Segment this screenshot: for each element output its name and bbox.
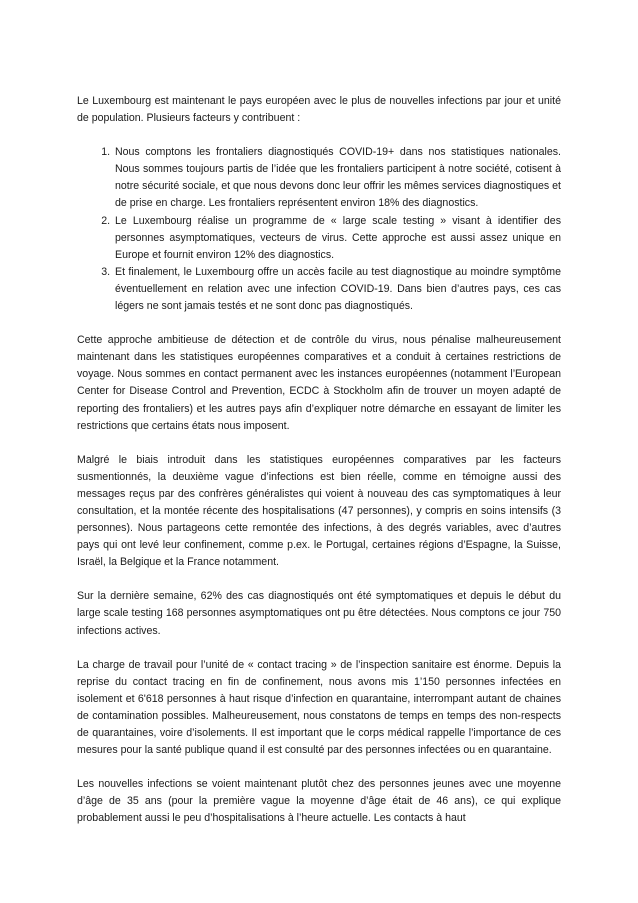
list-item: 2. Le Luxembourg réalise un programme de « large scale testing » visant à identifier des personnes asymptomatiques, vecteurs de virus. Cette approche est aussi assez unique en Europe et fournit environ 12% des diagnostics. <box>113 213 561 264</box>
document-page <box>77 93 561 844</box>
body-paragraph: La charge de travail pour l’unité de « contact tracing » de l’inspection sanitaire est énorme. Depuis la reprise du contact tracing en fin de confinement, nous avons mis 1’150 personnes infectées en isolement et 6'618 personnes à haut risque d’infection en quarantaine, interrompant autant de chaines de contamination possibles. Malheureusement, nous constatons de temps en temps des non-respects de quarantaines, voire d’isolements. Il est important que le corps médical rappelle l’importance de ces mesures pour la santé publique quand il est consulté par des personnes infectées ou en quarantaine. <box>77 658 561 757</box>
body-paragraph: Sur la dernière semaine, 62% des cas diagnostiqués ont été symptomatiques et depuis le début du large scale testing 168 personnes asymptomatiques ont pu être détectées. Nous comptons ce jour 750 infections actives. <box>77 590 561 637</box>
body-paragraph: Malgré le biais introduit dans les statistiques européennes comparatives par les facteurs susmentionnés, la deuxième vague d’infections est bien réelle, comme en témoigne aussi des messages reçus par des confrères généralistes qui voient à nouveau des cas symptomatiques à leur consultation, et la montée récente des hospitalisations (47 personnes), y compris en soins intensifs (3 personnes). Nous partageons cette remontée des infections, à des degrés variables, avec d’autres pays qui ont levé leur confinement, comme p.ex. le Portugal, certaines régions d’Espagne, la Suisse, Israël, la Belgique et la France notamment. <box>77 453 561 569</box>
body-paragraph: Cette approche ambitieuse de détection et de contrôle du virus, nous pénalise malheureusement maintenant dans les statistiques européennes comparatives et a conduit à certaines restrictions de voyage. Nous sommes en contact permanent avec les instances européennes (notamment l’European Center for Disease Control and Prevention, ECDC à Stockholm afin de trouver un moyen adapté de reporting des frontaliers) et les autres pays afin d’expliquer notre démarche en essayant de limiter les restrictions que certains états nous imposent. <box>77 334 561 432</box>
contributing-factors-list <box>77 144 561 315</box>
intro-paragraph: Le Luxembourg est maintenant le pays européen avec le plus de nouvelles infections par jour et unité de population. Plusieurs facteurs y contribuent : <box>77 95 561 125</box>
list-item: 3. Et finalement, le Luxembourg offre un accès facile au test diagnostique au moindre symptôme éventuellement en relation avec une infection COVID-19. Dans bien d’autres pays, ces cas légers ne sont jamais testés et ne sont donc pas diagnostiqués. <box>113 264 561 315</box>
body-paragraph: Les nouvelles infections se voient maintenant plutôt chez des personnes jeunes avec une moyenne d’âge de 35 ans (pour la première vague la moyenne d’âge était de 46 ans), ce qui explique probablement aussi le peu d’hospitalisations à l’heure actuelle. Les contacts à haut <box>77 778 561 825</box>
list-item: 1. Nous comptons les frontaliers diagnostiqués COVID-19+ dans nos statistiques nationales. Nous sommes toujours partis de l’idée que les frontaliers participent à notre société, cotisent à notre sécurité sociale, et que nous devons donc leur offrir les mêmes services diagnostiques et de prise en charge. Les frontaliers représentent environ 18% des diagnostics. <box>113 144 561 212</box>
